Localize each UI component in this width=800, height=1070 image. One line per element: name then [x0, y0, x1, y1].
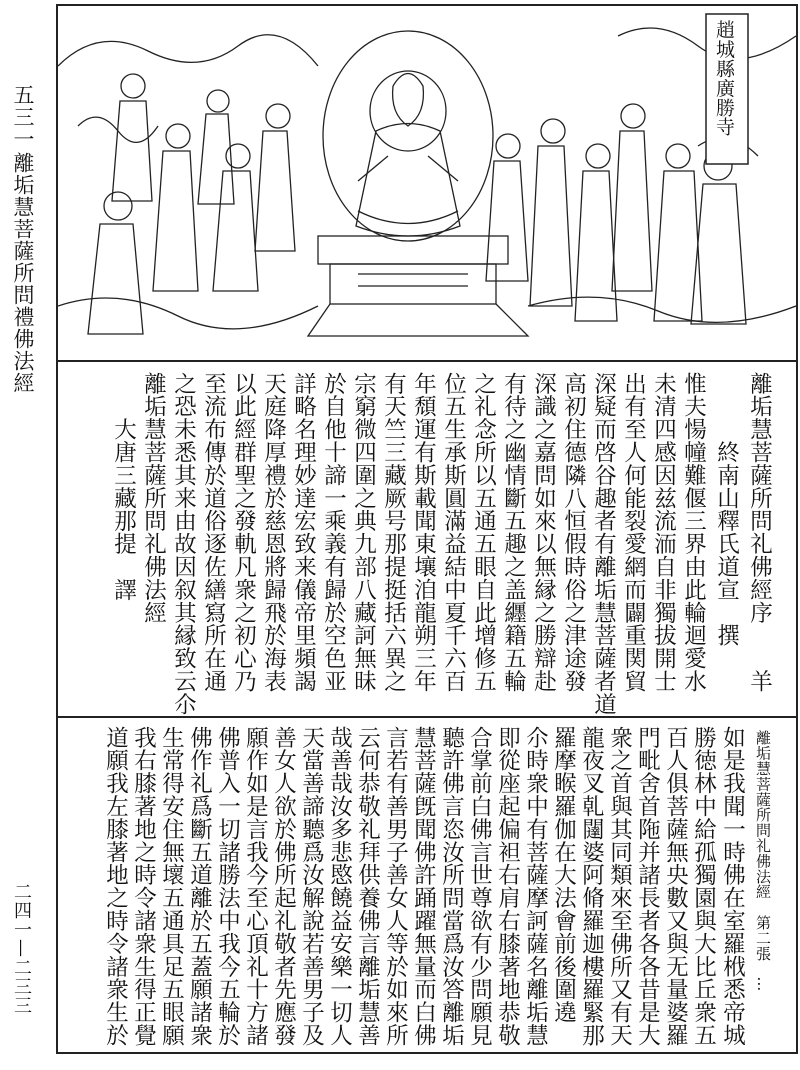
preface-col-4: 未清四感因兹流洏自非獨拔開士 [650, 372, 677, 693]
preface-col-18: 以此經群聖之發軌凡衆之初心乃 [230, 372, 257, 693]
sutra-col-7: 羅摩睺羅伽在大法會前後圍遶 [550, 726, 577, 1024]
sutra-col-10: 合掌前白佛言世尊欲有少問願見 [466, 726, 493, 1047]
sutra-col-12: 慧菩薩旣聞佛許踊躍無量而白佛 [410, 726, 437, 1047]
sutra-col-18: 願作如是言我今至心頂礼十方諸 [242, 726, 269, 1047]
sutra-col-13: 言若有善男子善女人等於如來所 [382, 726, 409, 1047]
preface-col-9: 有待之幽情斷五趣之盖纒籍五輪 [500, 372, 527, 693]
preface-col-13: 有天竺三藏厥号那提挺括六異之 [380, 372, 407, 693]
preface-col-12: 年頹運有斯載聞東壤洎龍朔三年 [410, 372, 437, 693]
sutra-col-6: 龍夜叉乹闥婆阿脩羅迦樓羅緊那 [578, 726, 605, 1047]
sutra-col-5: 衆之首與其同類來至佛所又有天 [606, 726, 633, 1047]
sutra-col-19: 佛普入一切諸勝法中我今五輪於 [214, 726, 241, 1047]
preface-col-10: 之礼念所以五通五眼自此增修五 [470, 372, 497, 693]
sutra-col-8: 尒時衆中有菩薩摩訶薩名離垢慧 [522, 726, 549, 1047]
sutra-panel [58, 716, 796, 1052]
side-page-number-bottom: 二四一—二三三 [11, 882, 32, 1015]
sutra-col-9: 即從座起偏袒右肩右膝著地恭敬 [494, 726, 521, 1047]
preface-col-5: 出有至人何能裂愛網而闢重関貿 [620, 372, 647, 693]
sutra-col-1: 如是我聞一時佛在室羅栰悉帝城 [719, 726, 746, 1047]
preface-col-14: 宗窮微四圍之典九部八藏訶無昧 [350, 372, 377, 693]
sutra-col-4: 門毗舍首陁并諸長者各各昔是大 [634, 726, 661, 1047]
sutra-col-20: 佛作礼爲斷五道離於五蓋願諸衆 [186, 726, 213, 1047]
illustration-caption: 趙城縣廣勝寺 [713, 20, 735, 137]
sutra-col-11: 聽許佛言恣汝所問當爲汝答離垢 [438, 726, 465, 1047]
preface-col-7: 高初住德隣八恒假時俗之津途發 [560, 372, 587, 693]
preface-col-16: 詳略名理妙達宏致来儀帝里頻謁 [290, 372, 317, 693]
preface-col-3: 惟夫愓幢難偃三界由此輪迴愛水 [680, 372, 707, 693]
page-frame [56, 4, 798, 1054]
preface-col-1: 離垢慧菩薩所問礼佛經序 羊 [746, 372, 773, 693]
preface-col-6: 深疑而啓谷趣者有離垢慧菩薩者道 [590, 372, 617, 716]
sutra-col-17: 善女人欲於佛所起礼敬者先應發 [270, 726, 297, 1047]
sutra-col-21: 生常得安住無壞五通具足五眼願 [158, 726, 185, 1047]
side-page-number-top: 五三一 [11, 84, 35, 150]
preface-panel [58, 360, 796, 718]
preface-col-19: 至流布傳於道俗逐佐繕寫所在通 [200, 372, 227, 693]
preface-sutra-title: 離垢慧菩薩所問礼佛法經 [140, 372, 167, 624]
sutra-col-15: 哉善哉汝多悲愍饒益安樂一切人 [326, 726, 353, 1047]
sutra-col-3: 百人俱菩薩無央數又與无量婆羅 [662, 726, 689, 1047]
sutra-col-14: 云何恭敬礼拜供養佛言離垢慧善 [354, 726, 381, 1047]
sutra-col-22: 我右膝著地之時令諸衆生得正覺 [130, 726, 157, 1047]
sutra-heading: 離垢慧菩薩所問礼佛法經 第二張 … [754, 730, 772, 992]
side-book-title: 離垢慧菩薩所問禮佛法經 [11, 152, 35, 394]
preface-col-11: 位五生承斯圓滿益結中夏千六百 [440, 372, 467, 693]
preface-col-15: 於自他十諦一乘義有歸於空色亚 [320, 372, 347, 693]
frontispiece-illustration [58, 6, 796, 362]
sutra-col-2: 勝徳林中給孤獨園與大比丘衆五 [690, 726, 717, 1047]
preface-col-17: 天庭降厚禮於慈恩將歸飛於海表 [260, 372, 287, 693]
sutra-col-23: 道願我左膝著地之時令諸衆生於 [102, 726, 129, 1047]
preface-col-20: 之恐未悉其来由故因叙其縁致云尒 [170, 372, 197, 716]
preface-col-2: 終南山釋氏道宣 撰 [713, 372, 740, 647]
sutra-col-16: 天當善諦聽爲汝解說若善男子及 [298, 726, 325, 1047]
preface-col-8: 深識之嘉問如來以無縁之勝辯赴 [530, 372, 557, 693]
preface-translator: 大唐三藏那提 譯 [110, 372, 137, 601]
buddha-assembly-drawing [58, 6, 796, 360]
